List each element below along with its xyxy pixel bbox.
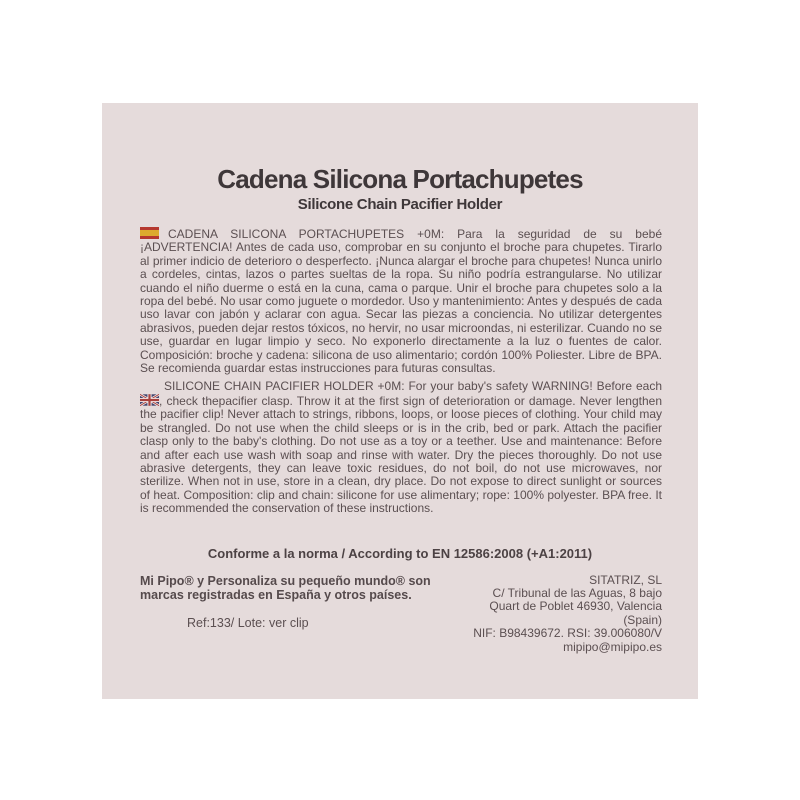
company-name: SITATRIZ, SL (589, 572, 662, 587)
footer (140, 574, 662, 654)
ref-lot-line: Ref:133/ Lote: ver clip (187, 615, 309, 630)
uk-flag-icon (140, 394, 159, 406)
spain-flag-icon (140, 227, 159, 239)
trademark-line-2: marcas registradas en España y otros países. (140, 587, 412, 602)
english-warning-paragraph (140, 380, 662, 515)
trademark-line-1: Mi Pipo® y Personaliza su pequeño mundo® son (140, 573, 431, 588)
company-address-block (456, 574, 662, 654)
product-title-en: Silicone Chain Pacifier Holder (297, 196, 503, 213)
footer-left-column (140, 574, 456, 654)
spanish-warning-paragraph (140, 227, 662, 375)
company-fiscal-ids: NIF: B98439672. RSI: 39.006080/V (473, 626, 662, 641)
product-title-es: Cadena Silicona Portachupetes (217, 164, 583, 194)
product-label-card (102, 103, 698, 699)
trademark-notice (140, 574, 456, 602)
spanish-warning-text: CADENA SILICONA PORTACHUPETES +0M: Para la seguridad de su bebé ¡ADVERTENCIA! Antes de cada uso, comprobar en su conjunto el broche para chupetes. Tirarlo al primer indicio de deterioro o desperfecto. ¡Nunca alargar el broche para chupetes! Nunca unirlo a cordeles, cintas, lazos o partes sueltas de la ropa. Su niño podría estrangularse. No utilizar cuando el niño duerme o está en la cuna, cama o parque. Unir el broche para chupetes solo a la ropa del bebé. No usar como juguete o mordedor. Uso y mantenimiento: Antes y después de cada uso lavar con jabón y aclarar con agua. Secar las piezas a conciencia. No utilizar detergentes abrasivos, pueden dejar restos tóxicos, no hervir, no usar microondas, ni esterilizar. Cuando no se use, guardar en lugar limpio y seco. No exponerlo directamente a la luz o fuentes de calor. Composición: broche y cadena: silicona de uso alimentario; cordón 100% Poliester. Libre de BPA. Se recomienda guardar estas instrucciones para futuras consultas. (140, 227, 662, 376)
warning-text-block (140, 227, 662, 516)
english-warning-text-start: SILICONE CHAIN PACIFIER HOLDER +0M: For your baby's safety WARNING! Before each (164, 379, 662, 394)
company-email: mipipo@mipipo.es (563, 639, 662, 654)
norm-compliance-line: Conforme a la norma / According to EN 12586:2008 (+A1:2011) (207, 545, 593, 561)
english-warning-text-end: , check thepacifier clasp. Throw it at the first sign of deterioration or damage. Never lengthen the pacifier clip! Never attach to strings, ribbons, loops, or loose pieces of clothing. Your child may be strangled. Do not use when the child sleeps or is in the crib, bed or park. Attach the pacifier clasp only to the baby's clothing. Do not use as a toy or a teether. Use and maintenance: Before and after each use wash with soap and rinse with water. Dry the pieces thoroughly. Do not use abrasive detergents, they can leave toxic residues, do not boil, do not use microwaves, nor sterilize. When not in use, store in a clean, dry place. Do not expose to direct sunlight or sources of heat. Composition: clip and chain: silicone for use alimentary; rope: 100% polyester. BPA free. It is recommended the conservation of these instructions. (140, 393, 662, 516)
company-city: Quart de Poblet 46930, Valencia (Spain) (489, 599, 662, 627)
company-street: C/ Tribunal de las Aguas, 8 bajo (492, 585, 662, 600)
